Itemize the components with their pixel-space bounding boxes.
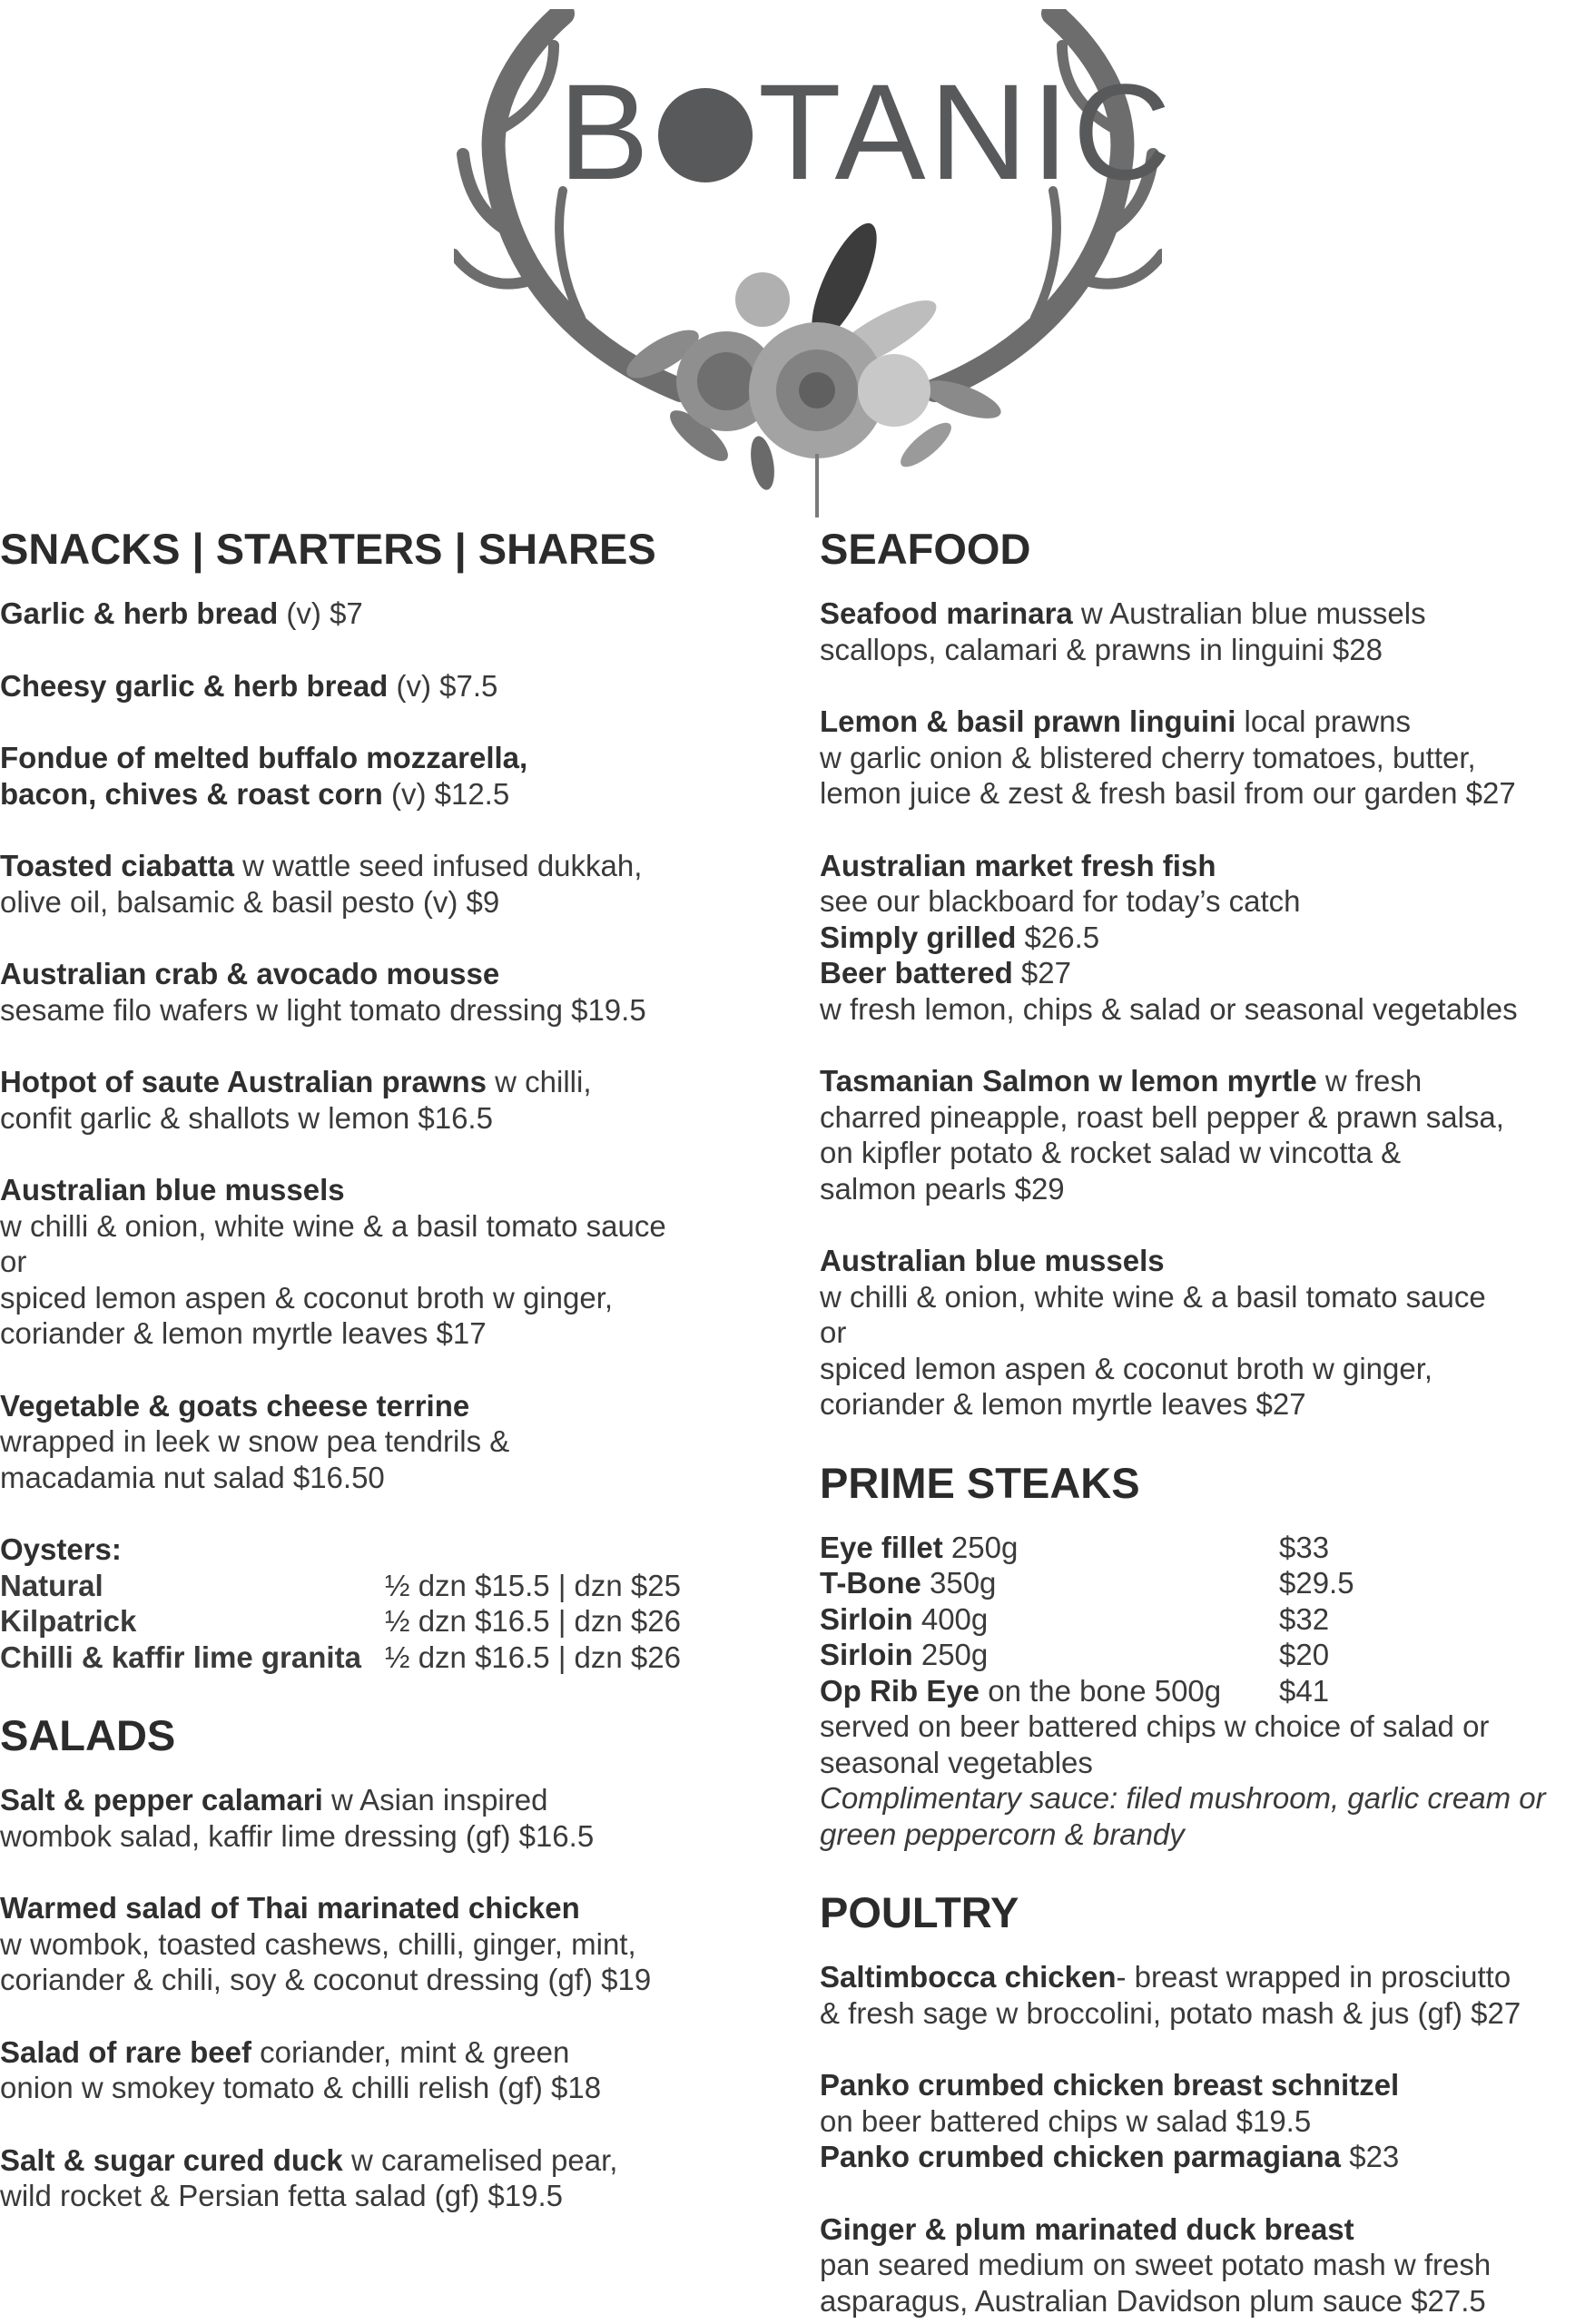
item-description: w chilli & onion, white wine & a basil tomato sauce: [820, 1279, 1486, 1314]
steak-name: Sirloin: [820, 1638, 913, 1672]
item-name: Seafood marinara: [820, 596, 1073, 631]
item-description: lemon juice & zest & fresh basil from our garden $27: [820, 776, 1516, 811]
item-description: macadamia nut salad $16.50: [0, 1460, 385, 1494]
item-description: on kipfler potato & rocket salad w vincotta &: [820, 1136, 1402, 1170]
item-option-name: Simply grilled: [820, 920, 1017, 954]
steak-name: Eye fillet: [820, 1530, 943, 1564]
menu-item: [0, 848, 790, 920]
item-name: Vegetable & goats cheese terrine: [0, 1388, 470, 1423]
item-name: Saltimbocca chicken: [820, 1960, 1117, 1994]
item-description: spiced lemon aspen & coconut broth w ginger,: [820, 1351, 1433, 1385]
item-description: w garlic onion & blistered cherry tomatoes, butter,: [820, 740, 1476, 774]
menu-item: [0, 596, 790, 632]
oyster-row: [0, 1640, 790, 1676]
item-detail: (v) $7: [278, 596, 363, 631]
item-description: pan seared medium on sweet potato mash w fresh: [820, 2248, 1491, 2282]
item-name: Tasmanian Salmon w lemon myrtle: [820, 1064, 1317, 1098]
steak-note: seasonal vegetables: [820, 1745, 1093, 1779]
item-name: Salad of rare beef: [0, 2034, 251, 2069]
steak-row: [820, 1601, 1585, 1638]
menu-item: [820, 1063, 1585, 1206]
item-description: on beer battered chips w salad $19.5: [820, 2103, 1312, 2138]
item-description: or: [820, 1315, 847, 1350]
sauce-note: green peppercorn & brandy: [820, 1817, 1185, 1851]
steak-price: $41: [1279, 1673, 1330, 1708]
oyster-name: Chilli & kaffir lime granita: [0, 1640, 361, 1674]
item-name: Cheesy garlic & herb bread: [0, 668, 389, 703]
menu-item: [820, 1959, 1585, 2031]
section-title-snacks: SNACKS | STARTERS | SHARES: [0, 525, 656, 573]
right-column: [820, 525, 1585, 2324]
menu-item: [0, 956, 790, 1028]
item-description: coriander & chili, soy & coconut dressing (gf) $19: [0, 1963, 652, 1997]
oysters-block: [0, 1531, 790, 1675]
item-description: coriander & lemon myrtle leaves $17: [0, 1316, 487, 1351]
item-option-name: Beer battered: [820, 956, 1013, 990]
menu-item: [0, 1172, 790, 1352]
steak-price: $32: [1279, 1601, 1330, 1636]
item-detail: (v) $7.5: [388, 668, 498, 703]
oysters-heading: Oysters:: [0, 1532, 122, 1567]
steak-name: Op Rib Eye: [820, 1673, 980, 1708]
steak-price: $29.5: [1279, 1566, 1354, 1600]
item-name: Salt & pepper calamari: [0, 1783, 323, 1817]
item-detail: w caramelised pear,: [342, 2142, 618, 2177]
item-description: see our blackboard for today’s catch: [820, 884, 1301, 919]
item-name: Australian crab & avocado mousse: [0, 957, 500, 991]
menu-item: [0, 1782, 790, 1854]
item-name: Australian market fresh fish: [820, 848, 1216, 882]
steak-weight: 250g: [912, 1638, 989, 1672]
item-description: coriander & lemon myrtle leaves $27: [820, 1387, 1306, 1422]
steak-name: Sirloin: [820, 1601, 913, 1636]
item-description: spiced lemon aspen & coconut broth w ginger,: [0, 1280, 614, 1315]
item-detail: - breast wrapped in prosciutto: [1116, 1960, 1511, 1994]
menu-item: [820, 848, 1585, 1028]
steak-weight: 250g: [942, 1530, 1019, 1564]
item-name: Panko crumbed chicken parmagiana: [820, 2140, 1342, 2174]
item-option-price: $26.5: [1016, 920, 1100, 954]
steak-price: $20: [1279, 1638, 1330, 1672]
steak-weight: 400g: [912, 1601, 989, 1636]
item-description: sesame filo wafers w light tomato dressing $19.5: [0, 992, 646, 1027]
menu-item: [820, 2067, 1585, 2175]
item-name: Toasted ciabatta: [0, 849, 234, 883]
item-name: Australian blue mussels: [0, 1173, 345, 1207]
item-description: salmon pearls $29: [820, 1171, 1065, 1206]
item-description: wild rocket & Persian fetta salad (gf) $19.5: [0, 2179, 563, 2213]
item-description: w wombok, toasted cashews, chilli, ginger, mint,: [0, 1926, 636, 1961]
steak-weight: on the bone 500g: [980, 1673, 1222, 1708]
item-name: Ginger & plum marinated duck breast: [820, 2211, 1354, 2246]
oyster-price: ½ dzn $16.5 | dzn $26: [385, 1640, 681, 1674]
oyster-row: [0, 1603, 790, 1640]
item-detail: (v) $12.5: [382, 776, 510, 811]
steak-row: [820, 1530, 1585, 1566]
steak-row: [820, 1637, 1585, 1673]
oyster-name: Kilpatrick: [0, 1604, 137, 1639]
steak-row: [820, 1673, 1585, 1709]
item-detail: w Australian blue mussels: [1072, 596, 1426, 631]
item-description: olive oil, balsamic & basil pesto (v) $9: [0, 884, 500, 919]
section-title-steaks: PRIME STEAKS: [820, 1458, 1140, 1507]
item-name: Salt & sugar cured duck: [0, 2142, 343, 2177]
brand-logo-text: B TANIC: [558, 55, 1175, 208]
item-detail: w wattle seed infused dukkah,: [233, 849, 643, 883]
item-description: wombok salad, kaffir lime dressing (gf) $16.5: [0, 1818, 595, 1853]
steak-row: [820, 1565, 1585, 1601]
section-title-seafood: SEAFOOD: [820, 525, 1031, 573]
item-name: Hotpot of saute Australian prawns: [0, 1065, 487, 1099]
menu-item: [820, 2211, 1585, 2319]
item-detail: w fresh: [1316, 1064, 1423, 1098]
item-description: onion w smokey tomato & chilli relish (gf) $18: [0, 2071, 602, 2105]
item-detail: w Asian inspired: [322, 1783, 548, 1817]
section-title-salads: SALADS: [0, 1711, 176, 1760]
left-column: [0, 525, 790, 2250]
section-title-poultry: POULTRY: [820, 1888, 1019, 1937]
menu-item: [0, 1064, 790, 1136]
item-detail: coriander, mint & green: [251, 2034, 570, 2069]
item-name: Fondue of melted buffalo mozzarella,: [0, 741, 528, 775]
oyster-price: ½ dzn $16.5 | dzn $26: [385, 1604, 681, 1639]
item-name: Lemon & basil prawn linguini: [820, 704, 1236, 739]
item-description: w fresh lemon, chips & salad or seasonal vegetables: [820, 991, 1518, 1026]
menu-item: [820, 1243, 1585, 1423]
steak-price: $33: [1279, 1530, 1330, 1564]
oyster-row: [0, 1568, 790, 1604]
steak-weight: 350g: [920, 1566, 997, 1600]
oyster-price: ½ dzn $15.5 | dzn $25: [385, 1568, 681, 1602]
item-name: bacon, chives & roast corn: [0, 776, 383, 811]
item-detail: w chilli,: [487, 1065, 592, 1099]
menu-item: [0, 1890, 790, 1998]
oyster-name: Natural: [0, 1568, 103, 1602]
item-name: Australian blue mussels: [820, 1244, 1165, 1278]
item-description: w chilli & onion, white wine & a basil tomato sauce: [0, 1208, 666, 1243]
menu-item: [820, 596, 1585, 667]
menu-item: [0, 668, 790, 704]
item-name: Garlic & herb bread: [0, 596, 279, 631]
menu-item: [820, 704, 1585, 812]
menu-item: [0, 1388, 790, 1496]
steaks-block: [820, 1530, 1585, 1853]
item-description: wrapped in leek w snow pea tendrils &: [0, 1424, 510, 1459]
menu-item: [0, 2034, 790, 2106]
item-detail: local prawns: [1236, 704, 1411, 739]
sauce-note: Complimentary sauce: filed mushroom, garlic cream or: [820, 1781, 1546, 1816]
menu-item: [0, 2142, 790, 2214]
item-description: asparagus, Australian Davidson plum sauce $27.5: [820, 2283, 1486, 2318]
item-description: confit garlic & shallots w lemon $16.5: [0, 1100, 493, 1135]
item-name: Panko crumbed chicken breast schnitzel: [820, 2068, 1400, 2102]
item-description: charred pineapple, roast bell pepper & prawn salsa,: [820, 1099, 1504, 1134]
item-name: Warmed salad of Thai marinated chicken: [0, 1891, 580, 1925]
menu-item: [0, 740, 790, 812]
item-description: & fresh sage w broccolini, potato mash & jus (gf) $27: [820, 1995, 1521, 2030]
brand-logo-o-dot: [658, 88, 753, 182]
steak-note: served on beer battered chips w choice of salad or: [820, 1709, 1490, 1744]
steak-name: T-Bone: [820, 1566, 921, 1600]
item-description: or: [0, 1245, 27, 1279]
item-option-price: $23: [1341, 2140, 1400, 2174]
item-description: scallops, calamari & prawns in linguini $28: [820, 632, 1383, 666]
item-option-price: $27: [1012, 956, 1071, 990]
